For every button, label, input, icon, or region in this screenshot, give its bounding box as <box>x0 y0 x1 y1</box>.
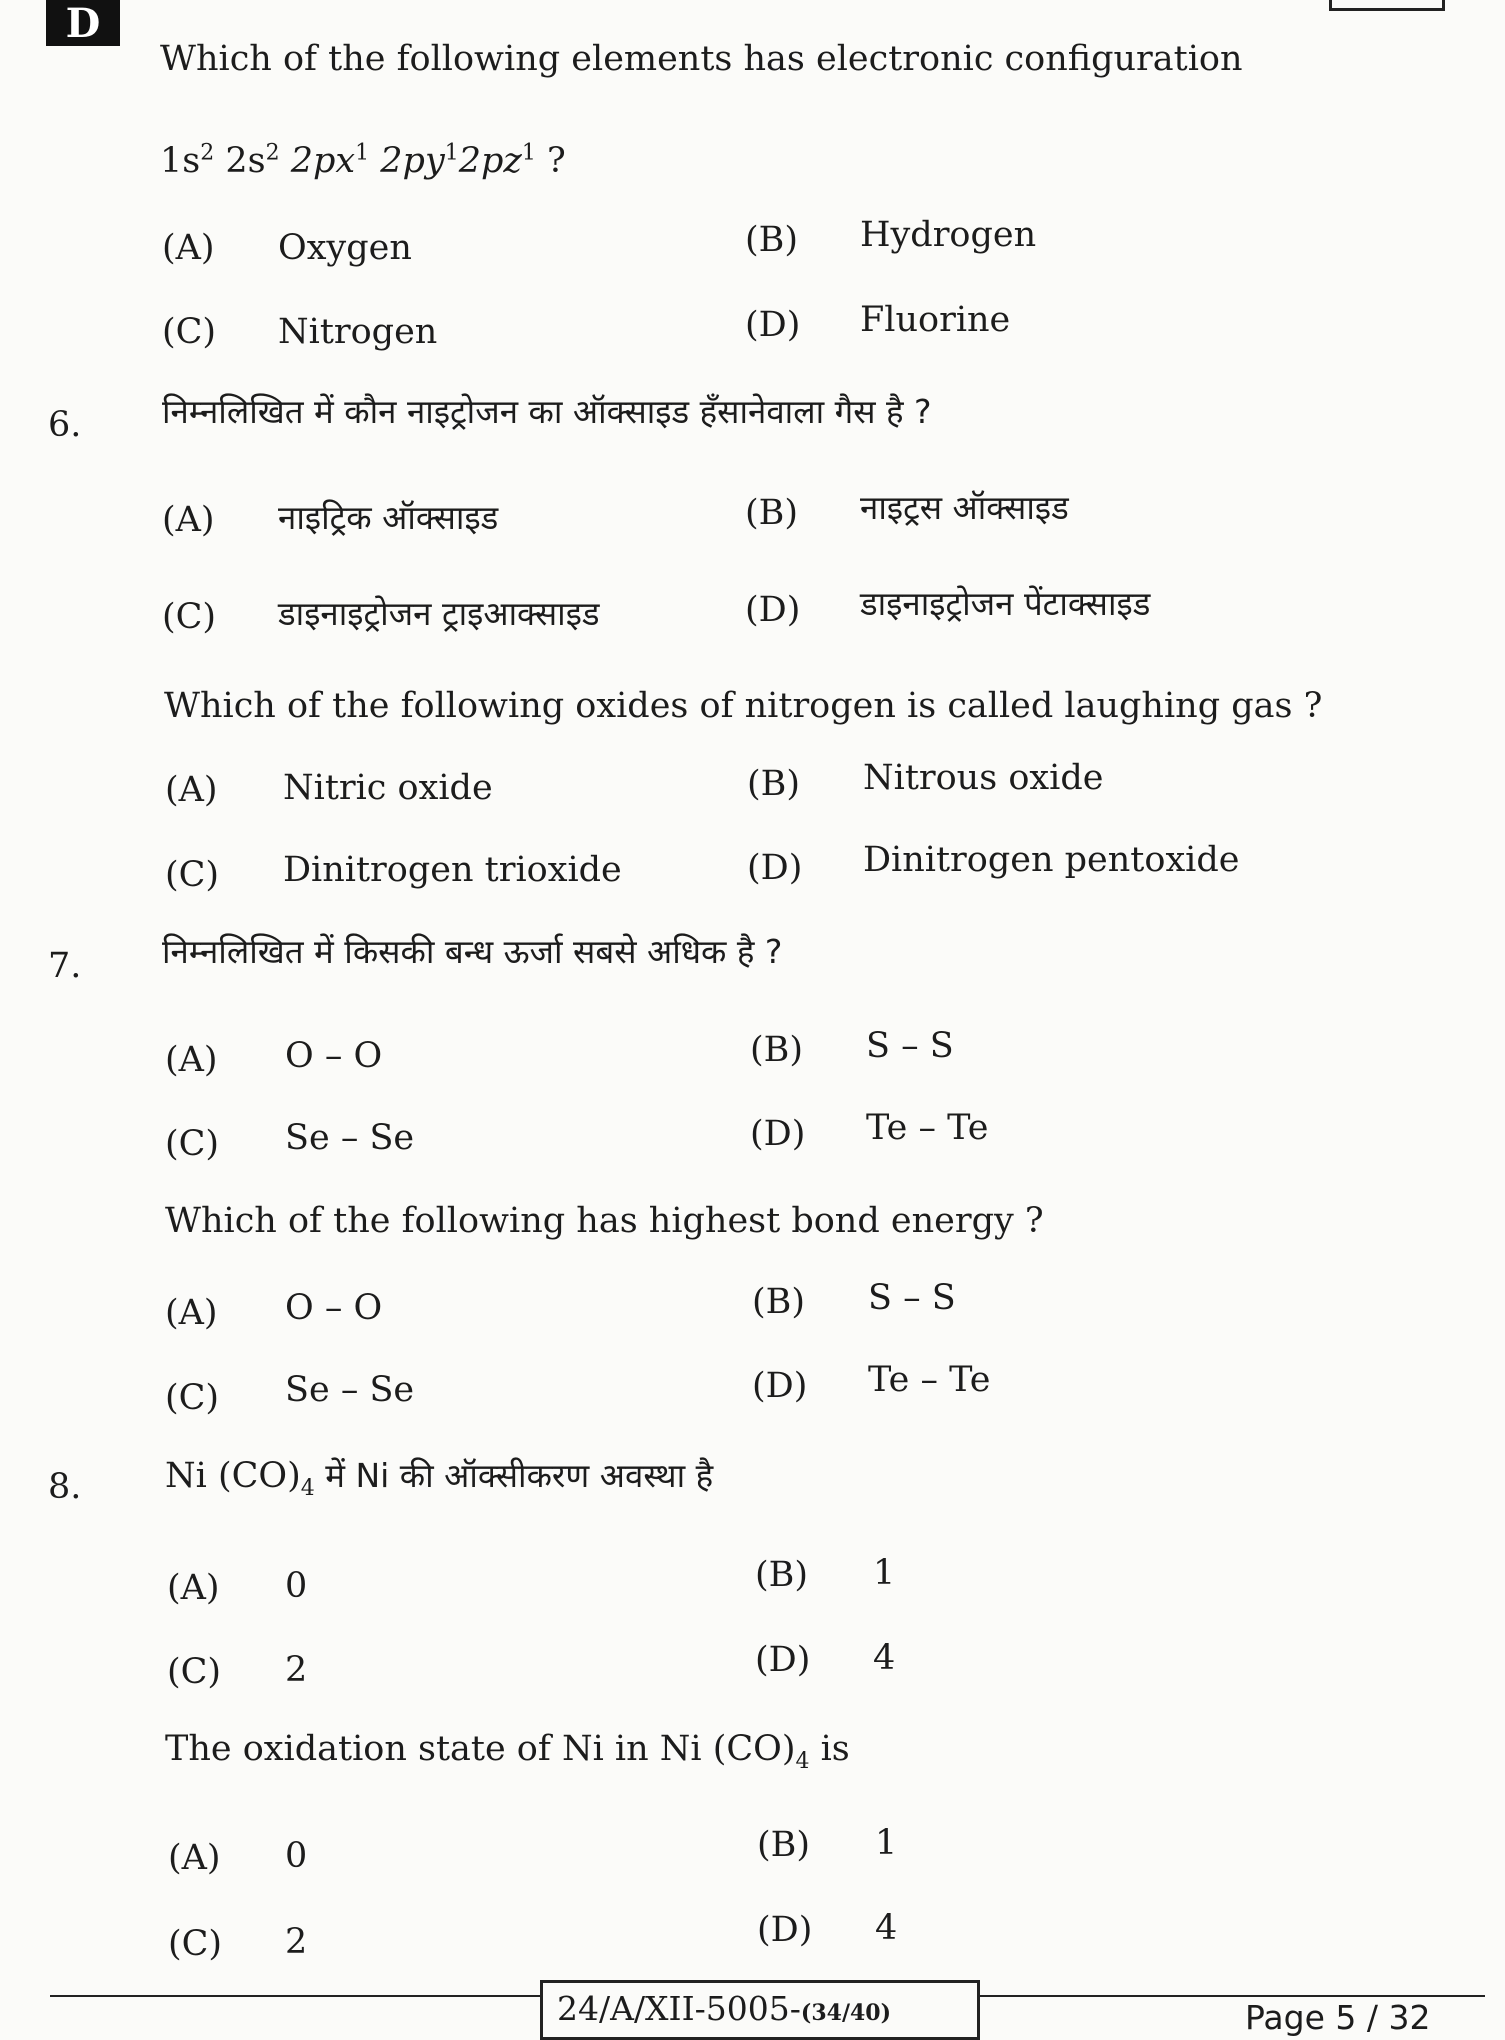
q6-hi-option-label: (D) <box>745 590 801 630</box>
q7-hi-option-text: O – O <box>285 1036 383 1076</box>
q8-en-option-text: 2 <box>285 1922 308 1962</box>
q6-en-option-label: (B) <box>747 764 801 804</box>
q8-hi-option-label: (A) <box>167 1568 220 1608</box>
q6-en-option-label: (C) <box>165 855 220 895</box>
q8-hi-option-text: 2 <box>285 1650 308 1690</box>
q6-hi-option-label: (A) <box>162 500 215 540</box>
q6-en-option-text: Nitric oxide <box>283 768 493 808</box>
q5-option-label: (C) <box>162 312 217 352</box>
paper-code-set: (34/40) <box>800 2000 892 2026</box>
q7-hi-option-text: Te – Te <box>866 1108 989 1148</box>
q7-en-option-text: O – O <box>285 1288 383 1328</box>
q8-en-option-label: (D) <box>757 1910 813 1950</box>
q7-en-option-label: (B) <box>752 1282 806 1322</box>
q8-en-option-label: (B) <box>757 1825 811 1865</box>
q6-en-option-text: Dinitrogen pentoxide <box>863 840 1240 880</box>
q7-hi-option-label: (B) <box>750 1030 804 1070</box>
q5-option-text: Nitrogen <box>278 312 438 352</box>
q8-hi-option-label: (D) <box>755 1640 811 1680</box>
q8-hi-option-text: 4 <box>873 1638 896 1678</box>
q8-en-option-label: (A) <box>168 1838 221 1878</box>
paper-code: 24/A/XII-5005- <box>557 1989 801 2028</box>
q5-option-label: (A) <box>162 228 215 268</box>
q6-hi-option-label: (B) <box>745 493 799 533</box>
q6-hi-option-text: नाइट्रिक ऑक्साइड <box>278 498 499 537</box>
q8-english-text: The oxidation state of Ni in Ni $(CO)_4$ is <box>165 1729 850 1774</box>
q8-number: 8. <box>48 1467 82 1507</box>
q7-hi-option-label: (D) <box>750 1114 806 1154</box>
q5-option-text: Fluorine <box>860 300 1011 340</box>
page-number: Page 5 / 32 <box>1245 1998 1431 2037</box>
q7-en-option-label: (A) <box>165 1293 218 1333</box>
q6-number: 6. <box>48 405 82 445</box>
q8-hi-option-label: (C) <box>167 1652 222 1692</box>
set-badge: D <box>46 0 120 46</box>
q5-option-label: (D) <box>745 305 801 345</box>
q7-en-option-text: S – S <box>868 1278 956 1318</box>
q8-en-option-text: 4 <box>875 1908 898 1948</box>
q8-hi-option-text: 1 <box>873 1553 896 1593</box>
q7-en-option-text: Se – Se <box>285 1370 415 1410</box>
q7-hi-option-text: S – S <box>866 1026 954 1066</box>
q5-english-text: Which of the following elements has electronic configuration <box>160 39 1243 79</box>
q8-hindi-text: Ni $(CO)_4$ में Ni की ऑक्सीकरण अवस्था है <box>165 1456 714 1501</box>
q7-en-option-label: (D) <box>752 1366 808 1406</box>
q6-hindi-text: निम्नलिखित में कौन नाइट्रोजन का ऑक्साइड हँसानेवाला गैस है ? <box>162 392 932 431</box>
q8-en-option-text: 1 <box>875 1823 898 1863</box>
q6-hi-option-label: (C) <box>162 597 217 637</box>
q6-hi-option-text: डाइनाइट्रोजन पेंटाक्साइड <box>860 584 1151 623</box>
q6-hi-option-text: नाइट्रस ऑक्साइड <box>860 488 1069 527</box>
q7-hindi-text: निम्नलिखित में किसकी बन्ध ऊर्जा सबसे अधिक है ? <box>162 932 783 971</box>
q7-en-option-text: Te – Te <box>868 1360 991 1400</box>
q8-hi-option-text: 0 <box>285 1566 308 1606</box>
q5-configuration: $1s^2$ $2s^2$ $2px^1$ $2py^12pz^1$ ? <box>160 140 566 181</box>
q6-hi-option-text: डाइनाइट्रोजन ट्राइआक्साइड <box>278 594 600 633</box>
q7-hi-option-label: (C) <box>165 1124 220 1164</box>
q6-english-text: Which of the following oxides of nitrogen is called laughing gas ? <box>164 686 1323 726</box>
top-right-bracket <box>1329 0 1445 11</box>
q7-number: 7. <box>48 946 82 986</box>
q8-hi-option-label: (B) <box>755 1555 809 1595</box>
q6-en-option-label: (A) <box>165 770 218 810</box>
q6-en-option-text: Nitrous oxide <box>863 758 1104 798</box>
q6-en-option-text: Dinitrogen trioxide <box>283 850 622 890</box>
q5-option-text: Oxygen <box>278 228 412 268</box>
paper-code-box <box>540 1980 980 2040</box>
q7-en-option-label: (C) <box>165 1378 220 1418</box>
q7-english-text: Which of the following has highest bond energy ? <box>165 1201 1044 1241</box>
q7-hi-option-label: (A) <box>165 1040 218 1080</box>
q8-en-option-label: (C) <box>168 1924 223 1964</box>
q7-hi-option-text: Se – Se <box>285 1118 415 1158</box>
q5-option-text: Hydrogen <box>860 215 1037 255</box>
q8-en-option-text: 0 <box>285 1836 308 1876</box>
q6-en-option-label: (D) <box>747 848 803 888</box>
q5-option-label: (B) <box>745 220 799 260</box>
